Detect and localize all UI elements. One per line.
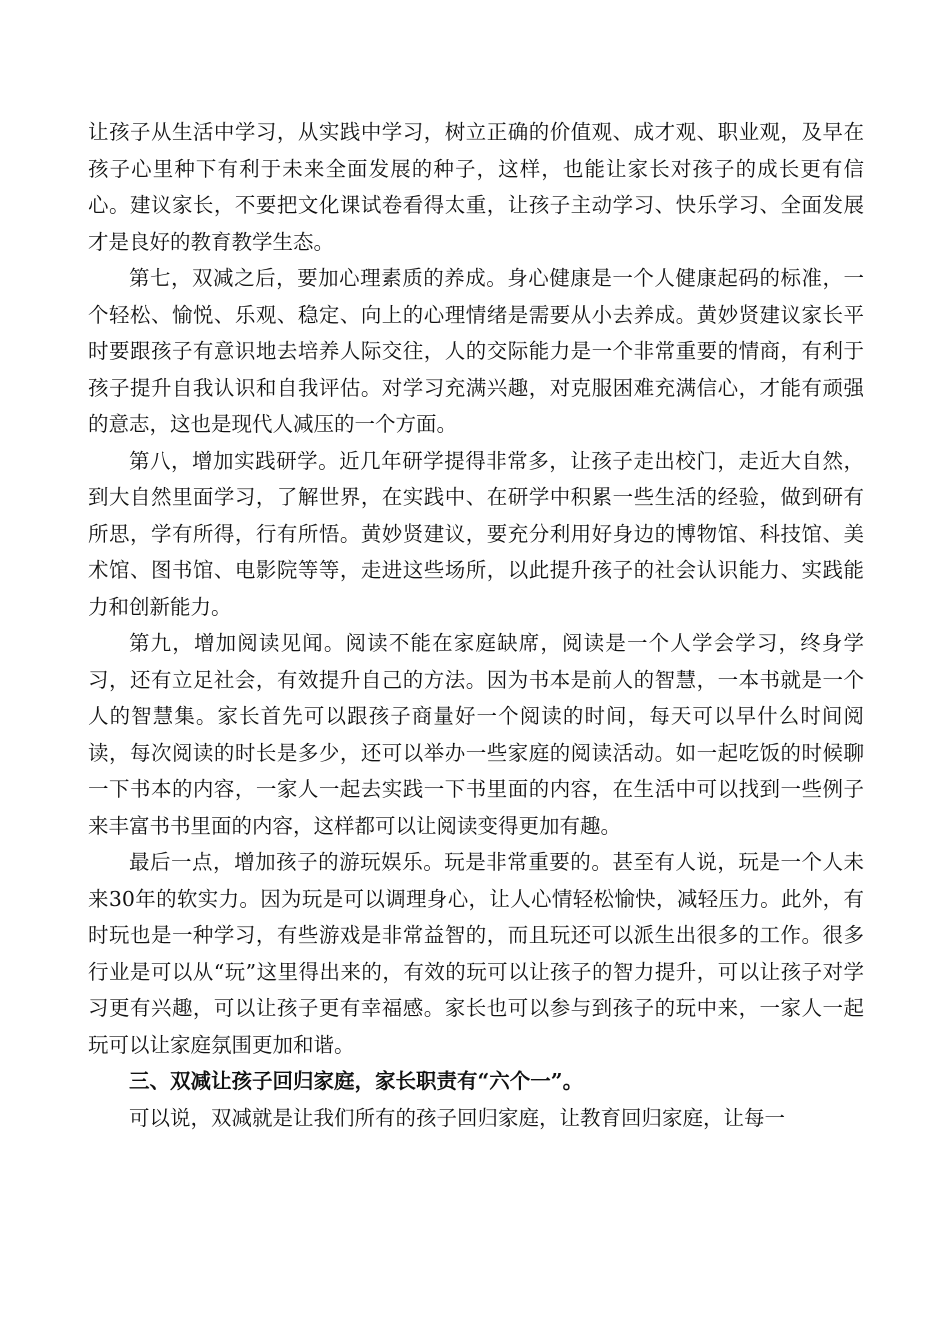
paragraph-ninth-point: 第九，增加阅读见闻。阅读不能在家庭缺席，阅读是一个人学会学习，终身学习，还有立足社会，有效提升自己的方法。因为书本是前人的智慧，一本书就是一个人的智慧集。家长首先可以跟孩子商量好一个阅读的时间，每天可以早什么时间阅读，每次阅读的时长是多少，还可以举办一些家庭的阅读活动。如一起吃饭的时候聊一下书本的内容，一家人一起去实践一下书里面的内容，在生活中可以找到一些例子来丰富书书里面的内容，这样都可以让阅读变得更加有趣。 — [88, 631, 864, 838]
paragraph-eighth-point: 第八，增加实践研学。近几年研学提得非常多，让孩子走出校门，走近大自然，到大自然里面学习，了解世界，在实践中、在研学中积累一些生活的经验，做到研有所思，学有所得，行有所悟。黄妙贤建议，要充分利用好身边的博物馆、科技馆、美术馆、图书馆、电影院等等，走进这些场所，以此提升孩子的社会认识能力、实践能力和创新能力。 — [88, 448, 864, 619]
document-body — [88, 114, 864, 1136]
paragraph-seventh-point: 第七，双减之后，要加心理素质的养成。身心健康是一个人健康起码的标准，一个轻松、愉悦、乐观、稳定、向上的心理情绪是需要从小去养成。黄妙贤建议家长平时要跟孩子有意识地去培养人际交往，人的交际能力是一个非常重要的情商，有利于孩子提升自我认识和自我评估。对学习充满兴趣，对克服困难充满信心，才能有顽强的意志，这也是现代人减压的一个方面。 — [88, 266, 864, 436]
paragraph-continuation: 让孩子从生活中学习，从实践中学习，树立正确的价值观、成才观、职业观，及早在孩子心里种下有利于未来全面发展的种子，这样，也能让家长对孩子的成长更有信心。建议家长，不要把文化课试卷看得太重，让孩子主动学习、快乐学习、全面发展才是良好的教育教学生态。 — [88, 120, 864, 254]
paragraph-closing: 可以说，双减就是让我们所有的孩子回归家庭，让教育回归家庭，让每一 — [129, 1105, 785, 1130]
paragraph-last-point: 最后一点，增加孩子的游玩娱乐。玩是非常重要的。甚至有人说，玩是一个人未来30年的软实力。因为玩是可以调理身心，让人心情轻松愉快，减轻压力。此外，有时玩也是一种学习，有些游戏是非常益智的，而且玩还可以派生出很多的工作。很多行业是可以从“玩”这里得出来的，有效的玩可以让孩子的智力提升，可以让孩子对学习更有兴趣，可以让孩子更有幸福感。家长也可以参与到孩子的玩中来，一家人一起玩可以让家庭氛围更加和谐。 — [88, 850, 864, 1057]
section-heading: 三、双减让孩子回归家庭，家长职责有“六个一”。 — [129, 1069, 584, 1093]
